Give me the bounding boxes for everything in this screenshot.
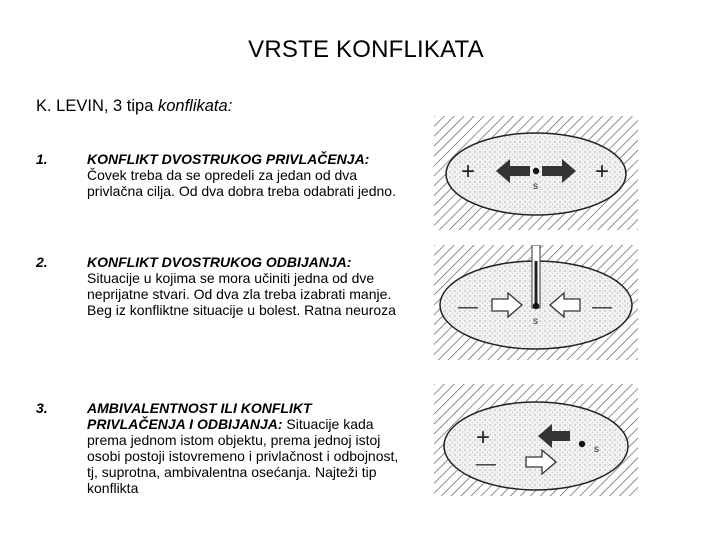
positive-valence-label: + xyxy=(476,424,491,451)
person-label: s xyxy=(594,444,599,455)
item-text: Situacije u kojima se mora učiniti jedna od dve neprijatne stvari. Od dva zla treba izabrati manje. Beg iz konfliktne situacije u bolest. Ratna neuroza xyxy=(87,270,396,318)
figure-approach-approach xyxy=(434,116,638,230)
person-label: s xyxy=(533,181,538,192)
left-valence-label: — xyxy=(458,296,478,318)
figure-approach-avoidance xyxy=(434,384,638,496)
right-valence-label: + xyxy=(595,158,610,185)
item-text: Situacije kada prema jednom istom objektu, prema jednoj istoj osobi postoji istovremeno i privlačnost i odbojnost, tj, suprotna, ambivalentna osećanja. Najteži tip konflikta xyxy=(87,416,399,496)
negative-valence-label: — xyxy=(476,453,496,475)
left-valence-label: + xyxy=(461,158,476,185)
subtitle-prefix: K. LEVIN, 3 tipa xyxy=(36,97,158,115)
slide-title: VRSTE KONFLIKATA xyxy=(248,36,484,63)
item-description xyxy=(87,254,399,318)
item-heading: KONFLIKT DVOSTRUKOG ODBIJANJA: xyxy=(87,254,352,270)
item-heading: AMBIVALENTNOST ILI KONFLIKT PRIVLAČENJA I ODBIJANJA: xyxy=(87,400,312,432)
item-heading: KONFLIKT DVOSTRUKOG PRIVLAČENJA: xyxy=(87,151,370,167)
slide-subtitle xyxy=(36,97,232,116)
item-description xyxy=(87,400,399,496)
barrier-line xyxy=(535,261,538,305)
item-description xyxy=(87,151,399,199)
person-dot xyxy=(579,441,585,447)
right-valence-label: — xyxy=(592,296,612,318)
figure-avoidance-avoidance xyxy=(434,245,638,360)
person-label: s xyxy=(533,316,538,327)
person-dot xyxy=(533,168,539,174)
subtitle-emphasis: konflikata: xyxy=(157,97,233,115)
item-number: 2. xyxy=(36,254,48,270)
item-text: Čovek treba da se opredeli za jedan od dva privlačna cilja. Od dva dobra treba odabrati jedno. xyxy=(87,167,396,199)
item-number: 1. xyxy=(36,151,48,167)
person-dot xyxy=(533,303,539,309)
life-space-ellipse xyxy=(444,402,628,490)
item-number: 3. xyxy=(36,400,48,416)
